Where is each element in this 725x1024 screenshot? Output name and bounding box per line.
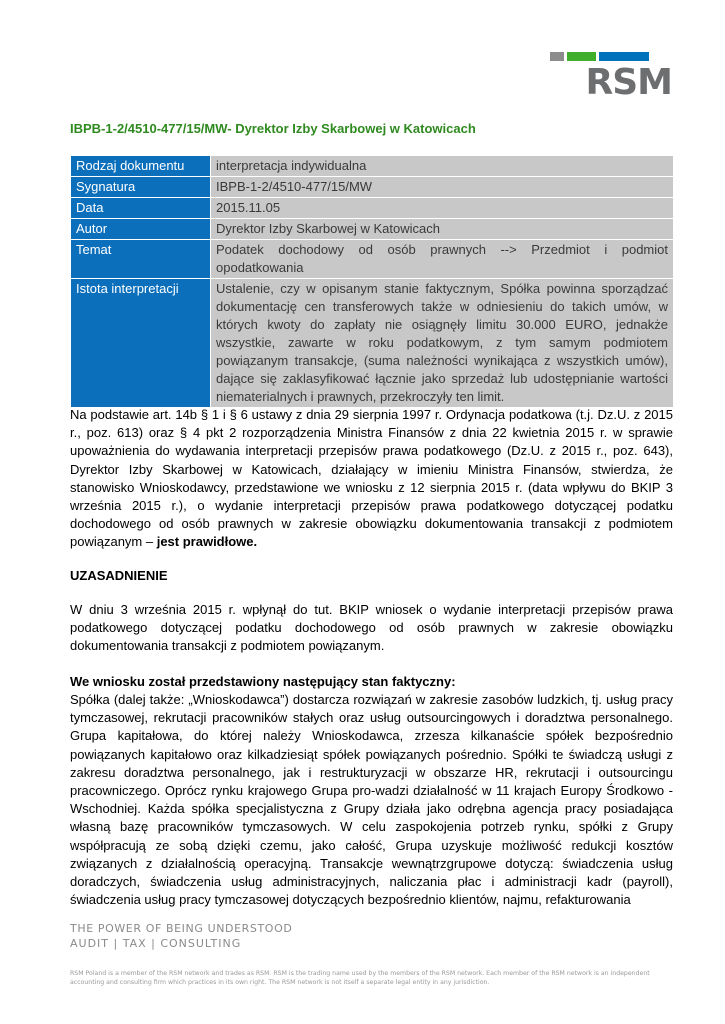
meta-row	[71, 156, 674, 177]
meta-row	[71, 279, 674, 408]
meta-label: Sygnatura	[71, 177, 211, 198]
meta-label: Temat	[71, 240, 211, 279]
facts-paragraph: Spółka (dalej także: „Wnioskodawca”) dostarcza rozwiązań w zakresie zasobów ludzkich, tj. usług pracy tymczasowej, rekrutacji pracowników stałych oraz usług outsourcingowych i doradztwa personalnego. Grupa kapitałowa, do której należy Wnioskodawca, zrzesza kilkanaście spółek bezpośrednio powiązanych kapitałowo oraz kilkadziesiąt spółek powiązanych pośrednio. Spółki te świadczą usługi z zakresu doradztwa personalnego, jak i restrukturyzacji w obszarze HR, rekrutacji i outsourcingu pracowniczego. Oprócz rynku krajowego Grupa pro-wadzi działalność w 11 krajach Europy Środkowo - Wschodniej. Każda spółka specjalistyczna z Grupy działa jako odrębna agencja pracy posiadająca własną bazę pracowników tymczasowych. W celu zaspokojenia potrzeb rynku, spółki z Grupy współpracują ze sobą dzięki czemu, jako całość, Grupa uzyskuje możliwość redukcji kosztów związanych z działalnością operacyjną. Transakcje wewnątrzgrupowe dotyczą: świadczenia usług doradczych, świadczenia usług administracyjnych, naliczania płac i administracji kadr (payroll), świadczenia usług pracy tymczasowej dotyczących bezpośrednio klientów, najmu, refakturowania	[70, 692, 673, 908]
meta-value: Dyrektor Izby Skarbowej w Katowicach	[211, 219, 674, 240]
ruling-result: jest prawidłowe.	[156, 534, 258, 550]
footer-legal-note: RSM Poland is a member of the RSM network and trades as RSM. RSM is the trading name used by the members of the RSM network. Each member of the RSM network is an independent accounting and consulting firm which practices in its own right. The RSM network is not itself a separate legal entity in any jurisdiction.	[70, 970, 650, 986]
meta-label: Istota interpretacji	[71, 279, 211, 408]
meta-value: 2015.11.05	[211, 198, 674, 219]
services-line: AUDIT | TAX | CONSULTING	[70, 937, 242, 950]
logo-bar-green	[567, 52, 596, 61]
logo-wordmark: RSM	[585, 62, 672, 103]
meta-row	[71, 177, 674, 198]
document-title: IBPB-1-2/4510-477/15/MW- Dyrektor Izby Skarbowej w Katowicach	[70, 121, 476, 136]
meta-label: Autor	[71, 219, 211, 240]
rsm-logo	[548, 52, 672, 104]
slogan-line: THE POWER OF BEING UNDERSTOOD	[70, 922, 293, 935]
meta-value: interpretacja indywidualna	[211, 156, 674, 177]
meta-label: Rodzaj dokumentu	[71, 156, 211, 177]
meta-value: IBPB-1-2/4510-477/15/MW	[211, 177, 674, 198]
meta-row	[71, 198, 674, 219]
meta-label: Data	[71, 198, 211, 219]
logo-bar-grey	[550, 52, 564, 61]
meta-row	[71, 240, 674, 279]
metadata-table	[70, 155, 674, 408]
rsm-logo-icon	[550, 52, 672, 61]
section-heading: UZASADNIENIE	[70, 568, 168, 583]
justification-paragraph: W dniu 3 września 2015 r. wpłynął do tut. BKIP wniosek o wydanie interpretacji przepisów prawa podatkowego dotyczącej podatku dochodowego od osób prawnych w zakresie obowiązku dokumentowania transakcji z podmiotem powiązanym.	[70, 602, 673, 654]
intro-paragraph	[70, 406, 673, 552]
meta-value: Ustalenie, czy w opisanym stanie faktycznym, Spółka powinna sporządzać dokumentację cen transferowych także w odniesieniu do takich umów, w których kwoty do zapłaty nie osiągnęły limitu 30.000 EURO, jednakże wszystkie, zawarte w roku podatkowym, z tym samym podmiotem powiązanym transakcje, (suma należności wynikająca z wszystkich umów), dające się zaklasyfikować łącznie jako sprzedaż lub udostępnianie wartości niematerialnych i prawnych, przekroczyły ten limit.	[211, 279, 674, 408]
facts-heading: We wniosku został przedstawiony następujący stan faktyczny:	[70, 674, 456, 689]
logo-bar-blue	[599, 52, 649, 61]
footer-slogan	[70, 921, 292, 951]
intro-text: Na podstawie art. 14b § 1 i § 6 ustawy z dnia 29 sierpnia 1997 r. Ordynacja podatkowa (t.j. Dz.U. z 2015 r., poz. 613) oraz § 4 pkt 2 rozporządzenia Ministra Finansów z dnia 22 kwietnia 2015 r. w sprawie upoważnienia do wydawania interpretacji przepisów prawa podatkowego (Dz.U. z 2015 r., poz. 643), Dyrektor Izby Skarbowej w Katowicach, działający w imieniu Ministra Finansów, stwierdza, że stanowisko Wnioskodawcy, przedstawione we wniosku z 12 sierpnia 2015 r. (data wpływu do BKIP 3 września 2015 r.), o wydanie interpretacji przepisów prawa podatkowego dotyczącej podatku dochodowego od osób prawnych w zakresie obowiązku dokumentowania transakcji z podmiotem powiązanym –	[70, 407, 673, 550]
meta-row	[71, 219, 674, 240]
meta-value: Podatek dochodowy od osób prawnych --> Przedmiot i podmiot opodatkowania	[211, 240, 674, 279]
